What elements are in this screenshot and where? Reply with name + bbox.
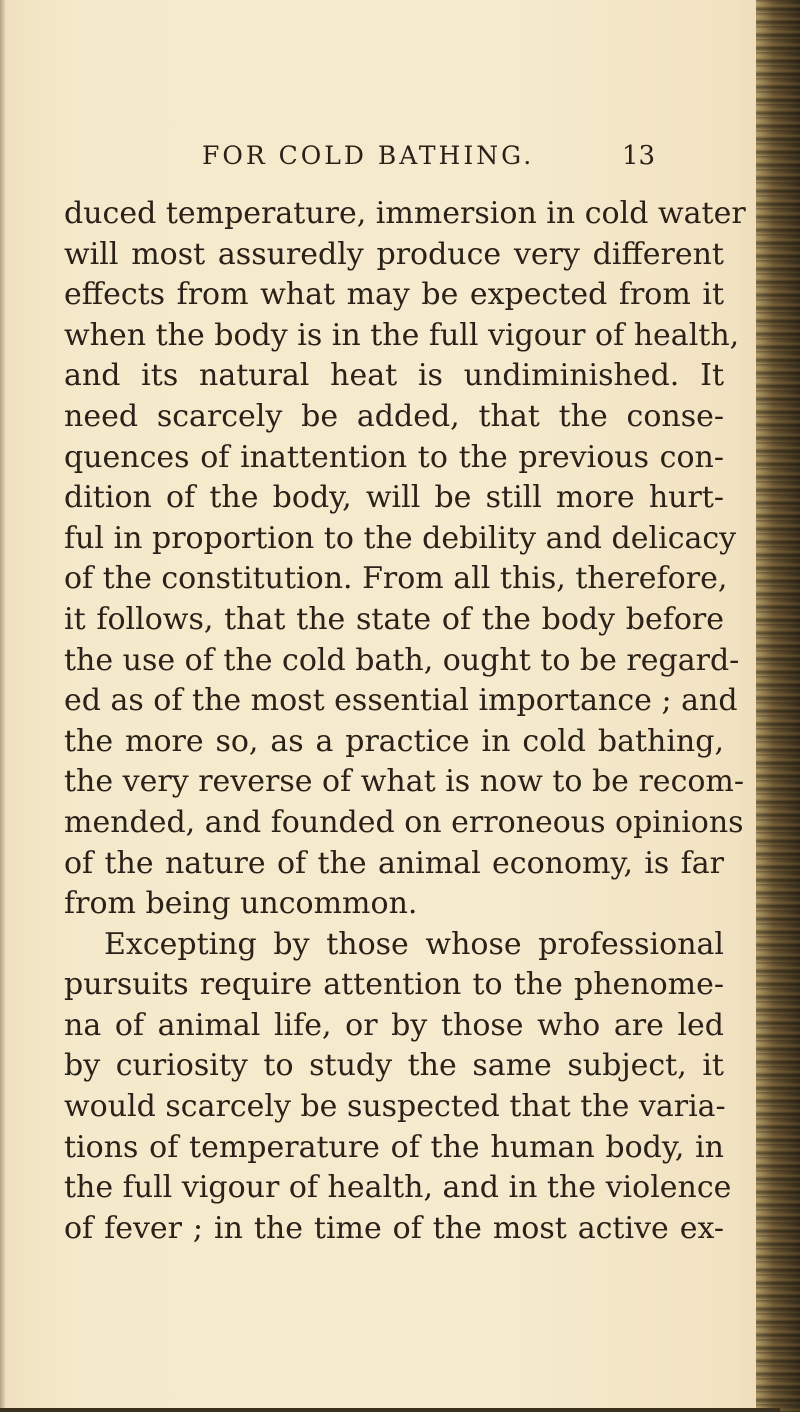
text-line: would scarcely be suspected that the varia- (64, 1089, 726, 1125)
text-line: tions of temperature of the human body, in (64, 1129, 724, 1165)
text-line: it follows, that the state of the body before (64, 601, 724, 637)
text-line: and its natural heat is undiminished. It (64, 358, 724, 394)
text-line: of the constitution. From all this, therefore, (64, 561, 728, 597)
text-line: dition of the body, will be still more hurt- (64, 480, 724, 516)
text-line: ed as of the most essential importance ; and (64, 683, 738, 719)
body-text (64, 194, 746, 1249)
text-line: by curiosity to study the same subject, it (64, 1048, 724, 1084)
book-page-edges (756, 0, 800, 1412)
text-line: when the body is in the full vigour of health, (64, 317, 740, 353)
page-bottom-edge (0, 1408, 780, 1412)
text-line: na of animal life, or by those who are led (64, 1007, 724, 1043)
text-line: ful in proportion to the debility and delicacy (64, 520, 737, 556)
running-title: FOR COLD BATHING. (202, 141, 535, 170)
text-line: mended, and founded on erroneous opinions (64, 804, 744, 840)
text-line: pursuits require attention to the phenome- (64, 967, 724, 1003)
text-line: from being uncommon. (64, 886, 418, 922)
page-gutter-shadow (0, 0, 6, 1412)
text-line: will most assuredly produce very different (64, 236, 724, 272)
text-line: quences of inattention to the previous con- (64, 439, 724, 475)
text-line: duced temperature, immersion in cold water (64, 196, 746, 231)
text-line: the more so, as a practice in cold bathing, (64, 723, 724, 759)
text-line: of fever ; in the time of the most active ex- (64, 1210, 724, 1246)
text-line: the use of the cold bath, ought to be regard- (64, 642, 740, 678)
text-line: need scarcely be added, that the conse- (64, 398, 724, 434)
running-header (64, 136, 764, 176)
text-line: the very reverse of what is now to be recom- (64, 764, 745, 800)
text-line: effects from what may be expected from it (64, 277, 724, 313)
text-line: Excepting by those whose professional (104, 926, 724, 962)
text-line: the full vigour of health, and in the violence (64, 1170, 732, 1206)
page-number: 13 (622, 141, 656, 171)
text-line: of the nature of the animal economy, is far (64, 845, 724, 881)
